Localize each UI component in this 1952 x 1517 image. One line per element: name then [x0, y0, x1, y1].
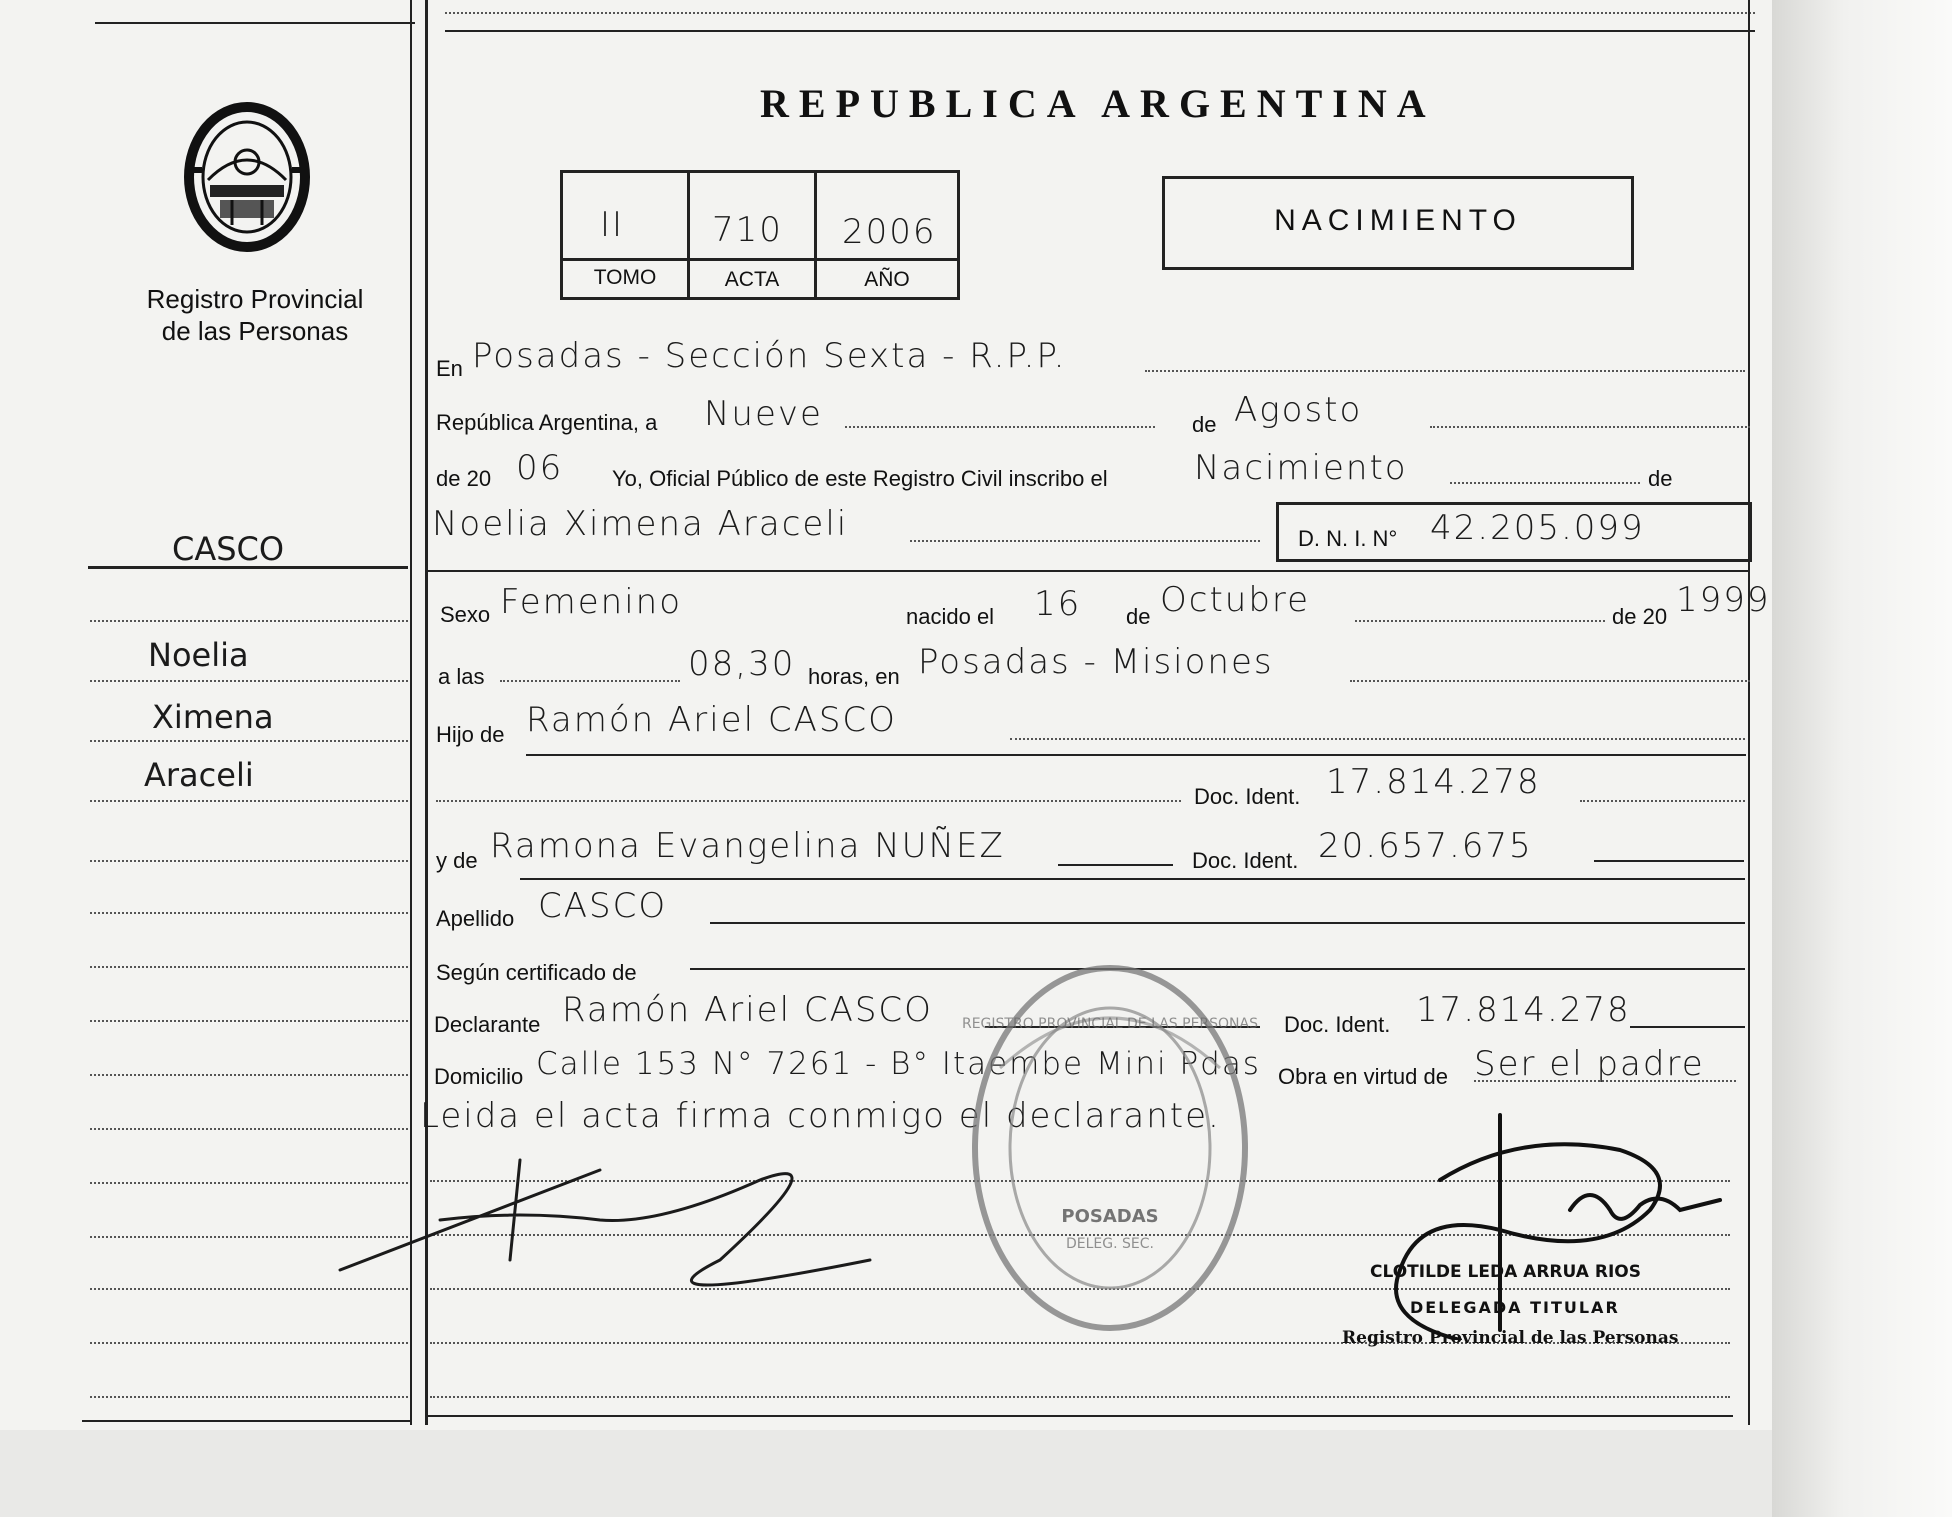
row-rule [500, 680, 680, 682]
padre-doc: 17.814.278 [1326, 762, 1541, 802]
horas-label: horas, en [808, 664, 900, 689]
row-rule [710, 922, 1745, 924]
declarante-doc-label: Doc. Ident. [1284, 1012, 1391, 1037]
anio2-value: 06 [516, 448, 564, 488]
anio-label: AÑO [864, 268, 910, 291]
page-curl [1772, 0, 1952, 1517]
apellido-label: Apellido [436, 906, 515, 931]
yde-label: y de [436, 848, 478, 873]
mes-value: Agosto [1234, 390, 1363, 430]
registry-line2: de las Personas [161, 316, 349, 346]
svg-text:DELEG. SEC.: DELEG. SEC. [1066, 1236, 1154, 1252]
divider-right [1748, 0, 1750, 1425]
sidebar-name-3: Araceli [144, 756, 254, 794]
row-rule [1058, 864, 1173, 866]
row-rule [1145, 370, 1745, 372]
table-divider [560, 258, 960, 261]
sexo-value: Femenino [500, 582, 682, 622]
inscribo-label: Yo, Oficial Público de este Registro Civil inscribo el [612, 466, 1108, 491]
row-rule [1355, 620, 1605, 622]
row-rule [1474, 1080, 1736, 1082]
nacido-de-label: de [1126, 604, 1151, 629]
nacido-label: nacido el [906, 604, 995, 629]
nacido-anio: 1999 [1676, 580, 1771, 620]
obra-label: Obra en virtud de [1278, 1064, 1448, 1089]
official-round-stamp-icon [960, 948, 1260, 1348]
nombre-value: Noelia Ximena Araceli [432, 504, 849, 544]
hijo-label: Hijo de [436, 722, 505, 747]
leida-value: Leida el acta firma conmigo el declarante. [420, 1096, 1221, 1136]
sidebar-name-1: Noelia [148, 636, 249, 674]
declarante-value: Ramón Ariel CASCO [562, 990, 933, 1030]
obra-value: Ser el padre [1474, 1044, 1705, 1084]
domicilio-value: Calle 153 N° 7261 - B° Itaembe Mini Pdas [536, 1046, 1261, 1082]
name-divider [428, 570, 1748, 572]
madre-value: Ramona Evangelina NUÑEZ [490, 826, 1005, 866]
padre-value: Ramón Ariel CASCO [526, 700, 897, 740]
padre-doc-label: Doc. Ident. [1194, 784, 1301, 809]
sidebar-rule [90, 912, 408, 914]
sidebar-rule [90, 800, 408, 802]
de-label: de [1192, 412, 1217, 437]
sidebar-rule [90, 1020, 408, 1022]
sidebar-rule [90, 1074, 408, 1076]
domicilio-label: Domicilio [434, 1064, 524, 1089]
row-rule [520, 878, 1745, 880]
nacido-mes: Octubre [1160, 580, 1311, 620]
officer-role: DELEGADA TITULAR [1410, 1298, 1620, 1317]
sidebar-rule [90, 966, 408, 968]
nacido-dia: 16 [1034, 584, 1082, 624]
alas-label: a las [438, 664, 485, 689]
row-rule [845, 426, 1155, 428]
lugar-value: Posadas - Misiones [918, 642, 1274, 682]
sidebar-name-2: Ximena [152, 698, 274, 736]
anio-value: 2006 [842, 212, 937, 252]
row-rule [910, 540, 1260, 542]
acta-value: 710 [712, 210, 783, 250]
registry-line1: Registro Provincial [146, 284, 364, 314]
apellido-value: CASCO [538, 886, 668, 926]
svg-text:REGISTRO PROVINCIAL DE LAS PER: REGISTRO PROVINCIAL DE LAS PERSONAS [961, 1016, 1259, 1032]
tomo-value: II [600, 205, 625, 245]
declarante-label: Declarante [434, 1012, 541, 1037]
bottom-rule-left [82, 1420, 412, 1422]
madre-doc-label: Doc. Ident. [1192, 848, 1299, 873]
de-label2: de [1648, 466, 1673, 491]
acta-label: ACTA [724, 268, 780, 291]
sidebar-rule [90, 680, 408, 682]
sidebar-surname: CASCO [172, 530, 285, 568]
row-rule [1010, 738, 1745, 740]
provincial-seal-icon [180, 100, 315, 255]
en-label: En [436, 356, 463, 381]
declarante-doc: 17.814.278 [1416, 990, 1631, 1030]
tomo-label: TOMO [593, 266, 657, 289]
row-rule [526, 754, 1746, 756]
sidebar-rule [90, 1396, 408, 1398]
republica-label: República Argentina, a [436, 410, 658, 435]
sexo-label: Sexo [440, 602, 491, 627]
row-rule [1580, 800, 1745, 802]
inscribo-value: Nacimiento [1194, 448, 1408, 488]
dni-label: D. N. I. N° [1298, 526, 1398, 551]
top-dotted [445, 12, 1755, 14]
de19-label: de 20 [1612, 604, 1668, 629]
row-rule [1350, 680, 1750, 682]
form-rule [430, 1396, 1730, 1398]
svg-text:POSADAS: POSADAS [1061, 1206, 1159, 1227]
sidebar-rule [90, 1128, 408, 1130]
dia-value: Nueve [704, 394, 823, 434]
registry-name [120, 283, 390, 347]
de20-label: de 20 [436, 466, 492, 491]
bottom-rule-right [428, 1415, 1733, 1417]
sidebar-rule [90, 860, 408, 862]
top-rule-left [95, 22, 415, 24]
certificado-label: Según certificado de [436, 960, 637, 985]
row-rule [1450, 482, 1640, 484]
officer-name: CLOTILDE LEDA ARRUA RIOS [1370, 1262, 1641, 1282]
hora-value: 08,30 [688, 644, 796, 684]
sidebar-surname-rule [88, 566, 408, 569]
madre-doc: 20.657.675 [1318, 826, 1533, 866]
officer-office: Registro Provincial de las Personas [1342, 1328, 1679, 1348]
act-type-label: NACIMIENTO [1274, 204, 1522, 237]
row-rule [1630, 1026, 1745, 1028]
sidebar-rule [90, 1342, 408, 1344]
sidebar-rule [90, 620, 408, 622]
sidebar-rule [90, 740, 408, 742]
row-rule [1594, 860, 1744, 862]
dni-value: 42.205.099 [1430, 508, 1645, 548]
row-rule [1430, 426, 1750, 428]
en-value: Posadas - Sección Sexta - R.P.P. [472, 336, 1067, 376]
row-rule [436, 800, 1181, 802]
top-rule-right [445, 30, 1755, 32]
country-title: REPUBLICA ARGENTINA [760, 81, 1436, 126]
declarant-signature-icon [320, 1140, 940, 1320]
